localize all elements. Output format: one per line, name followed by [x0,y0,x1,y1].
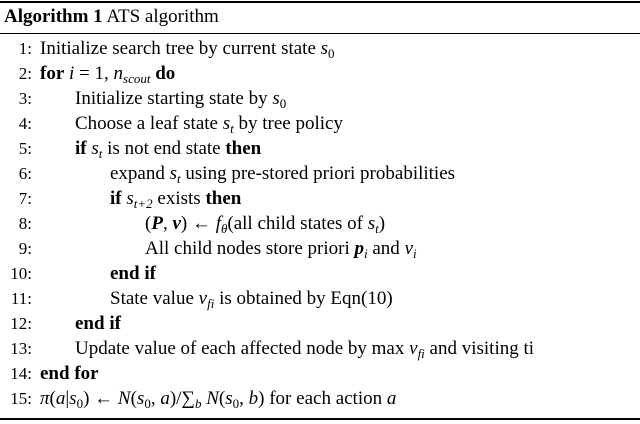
line-text: and visiting ti [424,338,535,359]
math-s: s [126,188,134,209]
math-v: v [198,288,208,309]
math-sub: 0 [279,96,287,111]
caption-rule [0,33,640,34]
keyword-end-if: end if [110,263,156,284]
line-number: 6: [18,164,32,183]
math-sub: i [413,246,417,261]
math-sub: fi [207,296,215,311]
line-number: 8: [18,214,32,233]
line-number: 4: [18,114,32,133]
math-text: = 1, [74,63,114,84]
line-number: 9: [18,239,32,258]
math-paren: ) [378,213,386,234]
math-arrow: ← [89,388,118,409]
math-N: N [206,388,219,409]
line-number: 5: [18,139,32,158]
math-N: N [117,388,131,409]
bottom-rule [0,418,640,420]
math-paren: ) [83,388,90,409]
math-b: b [248,388,259,409]
math-s: s [91,138,99,159]
keyword-if: if [75,138,87,159]
math-a: a [160,388,170,409]
line-number: 13: [10,339,32,358]
math-s: s [222,113,231,134]
line-number: 14: [10,364,32,383]
math-sum: ∑ [181,388,195,409]
math-sub: 0 [232,396,240,411]
line-text: (all child states of [227,213,368,234]
math-sub: t [98,146,103,161]
line-text: Choose a leaf state [75,113,223,134]
line-text: is not end state [102,138,226,159]
line-text: using pre-stored priori probabilities [180,163,456,184]
math-a: a [55,388,66,409]
math-paren: ( [130,388,137,409]
math-s: s [69,388,77,409]
line-number: 11: [10,289,32,308]
math-pi: π [40,388,50,409]
line-number: 12: [10,314,32,333]
math-comma: , [162,213,173,234]
keyword-end-for: end for [40,363,99,384]
math-sub: 0 [144,396,151,411]
math-sub: fi [417,346,425,361]
math-s: s [320,38,329,59]
keyword-then: then [205,188,242,209]
math-p: p [354,238,364,259]
math-paren: ( [49,388,56,409]
math-paren: )/ [169,388,182,409]
math-s: s [225,388,233,409]
math-sub: b [194,396,202,411]
math-paren: ( [218,388,226,409]
math-sub: 0 [76,396,84,411]
math-paren: ) [258,388,265,409]
line-number: 1: [18,39,32,58]
math-i: i [69,63,75,84]
math-sub: t [230,121,234,136]
line-text: for each action [264,388,387,409]
math-max: max [371,338,410,359]
math-sub: t [375,221,379,236]
keyword-end-if: end if [75,313,121,334]
line-text: is obtained by Eqn(10) [214,288,393,309]
line-number: 15: [10,389,32,408]
line-text: Initialize search tree by current state [40,38,321,59]
math-v: v [409,338,418,359]
line-code [110,286,393,316]
line-text: and [367,238,405,259]
math-s: s [272,88,280,109]
math-s: s [169,163,178,184]
math-v: v [404,238,413,259]
math-s: s [367,213,376,234]
line-number: 10: [10,264,32,283]
line-number: 2: [18,64,32,83]
math-bar: | [65,388,70,409]
keyword-then: then [225,138,262,159]
math-n: n [113,63,124,84]
line-number: 7: [18,189,32,208]
line-text: All child nodes store priori [145,238,355,259]
line-code [40,386,396,416]
math-arrow: ← [187,213,216,234]
keyword-do: do [155,63,176,84]
algorithm-label: Algorithm 1 [4,6,103,27]
math-v: v [172,213,181,234]
keyword-if: if [110,188,122,209]
line-text: expand [110,163,170,184]
math-sub: scout [123,71,151,86]
line-code [145,236,417,266]
math-sub: i [364,246,368,261]
math-s: s [136,388,145,409]
keyword-for: for [40,63,65,84]
top-rule [0,1,640,3]
math-f: f [215,213,221,234]
line-text: Initialize starting state by [75,88,273,109]
math-comma: , [150,388,161,409]
math-paren: ) [180,213,188,234]
line-text: by tree policy [233,113,343,134]
math-sub: t [177,171,181,186]
algorithm-name: ATS algorithm [106,6,219,27]
algorithm-caption [4,5,219,29]
line-text: exists [152,188,206,209]
line-code [75,336,534,366]
math-comma: , [239,388,249,409]
line-text: Update value of each affected node by [75,338,372,359]
math-a: a [386,388,397,409]
line-text: State value [110,288,199,309]
math-P: P [151,213,163,234]
math-sub: θ [220,221,228,236]
line-number: 3: [18,89,32,108]
math-sub: 0 [328,46,335,61]
math-paren: ( [145,213,152,234]
math-sub: t+2 [133,196,153,211]
